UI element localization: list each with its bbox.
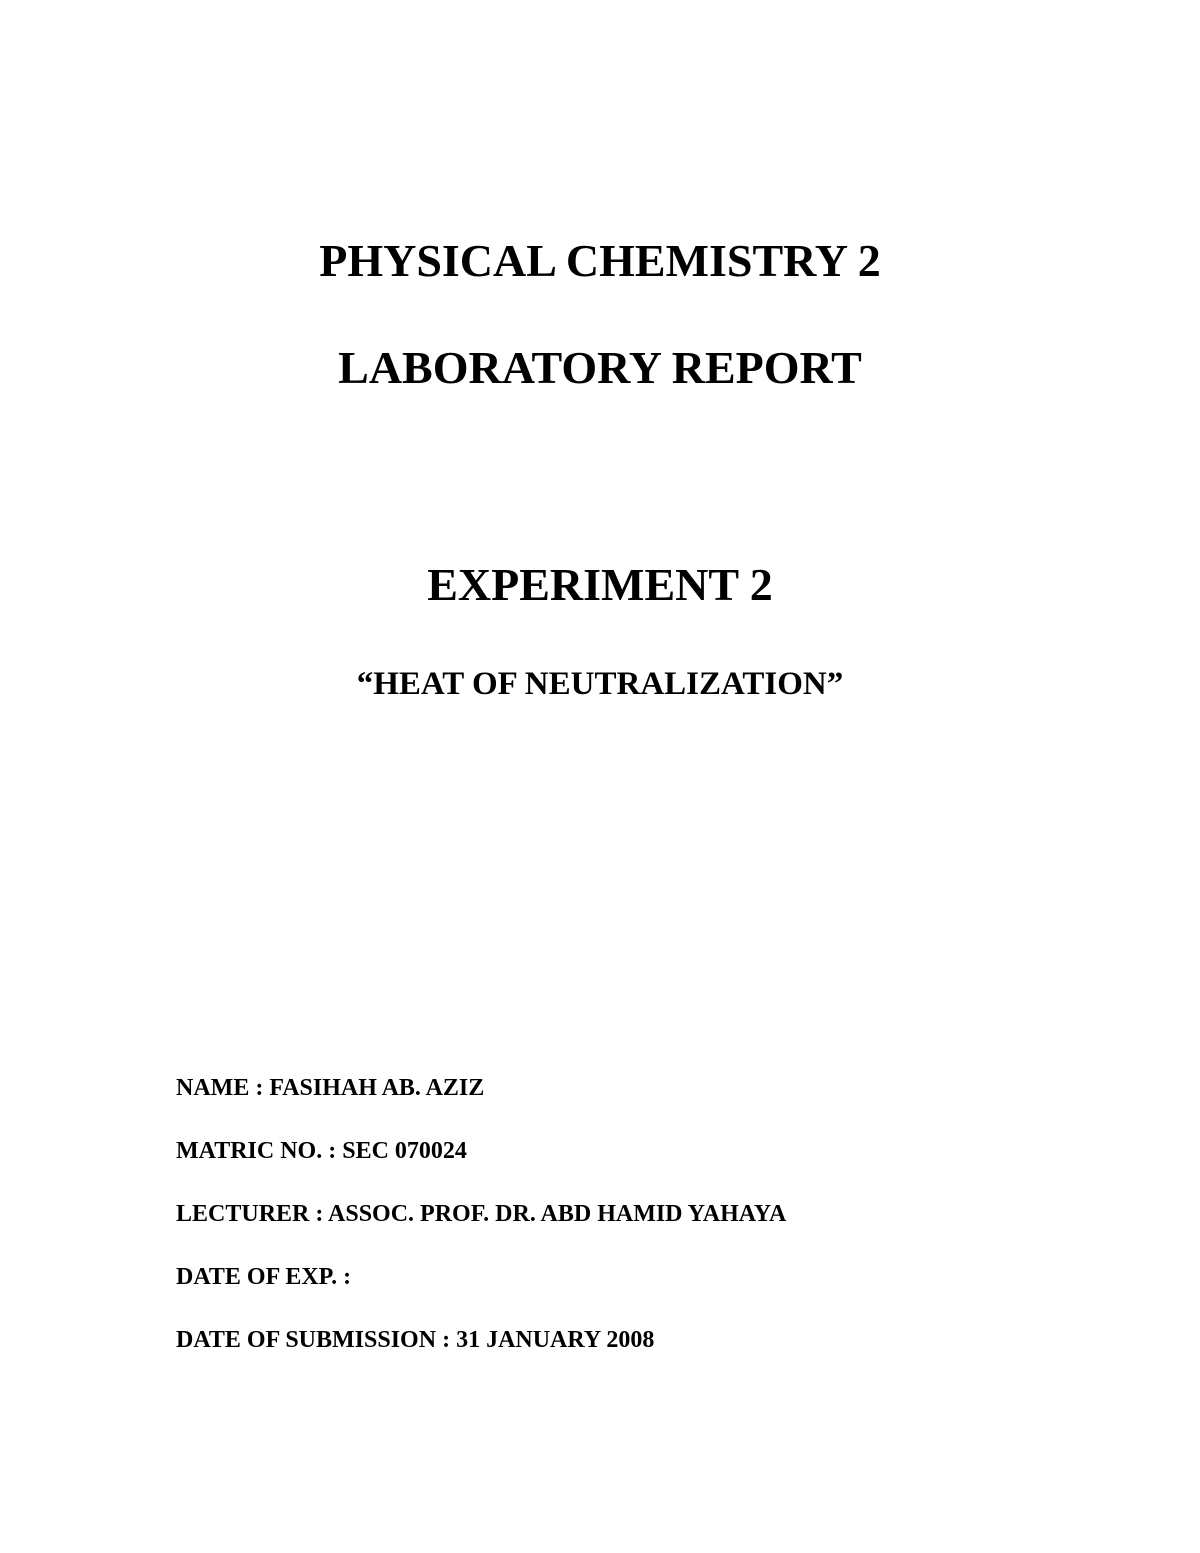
experiment-title: “HEAT OF NEUTRALIZATION” <box>356 666 844 702</box>
name-line: NAME : FASIHAH AB. AZIZ <box>176 1075 485 1101</box>
date-exp-line: DATE OF EXP. : <box>176 1264 358 1290</box>
date-submission-value: 31 JANUARY 2008 <box>456 1327 655 1353</box>
date-submission-label: DATE OF SUBMISSION <box>176 1327 437 1353</box>
date-exp-label: DATE OF EXP. <box>176 1264 338 1290</box>
lecturer-value: ASSOC. PROF. DR. ABD HAMID YAHAYA <box>328 1201 787 1227</box>
matric-value: SEC 070024 <box>342 1138 467 1164</box>
lecturer-line: LECTURER : ASSOC. PROF. DR. ABD HAMID YAHAYA <box>176 1201 787 1227</box>
matric-label: MATRIC NO. <box>176 1138 323 1164</box>
course-title: PHYSICAL CHEMISTRY 2 <box>319 235 881 286</box>
name-value: FASIHAH AB. AZIZ <box>269 1075 485 1101</box>
name-label: NAME <box>176 1075 250 1101</box>
date-submission-line: DATE OF SUBMISSION : 31 JANUARY 2008 <box>176 1327 655 1353</box>
lecturer-label: LECTURER <box>176 1201 310 1227</box>
report-type-title: LABORATORY REPORT <box>338 342 862 393</box>
matric-line: MATRIC NO. : SEC 070024 <box>176 1138 467 1164</box>
experiment-number: EXPERIMENT 2 <box>427 559 773 610</box>
